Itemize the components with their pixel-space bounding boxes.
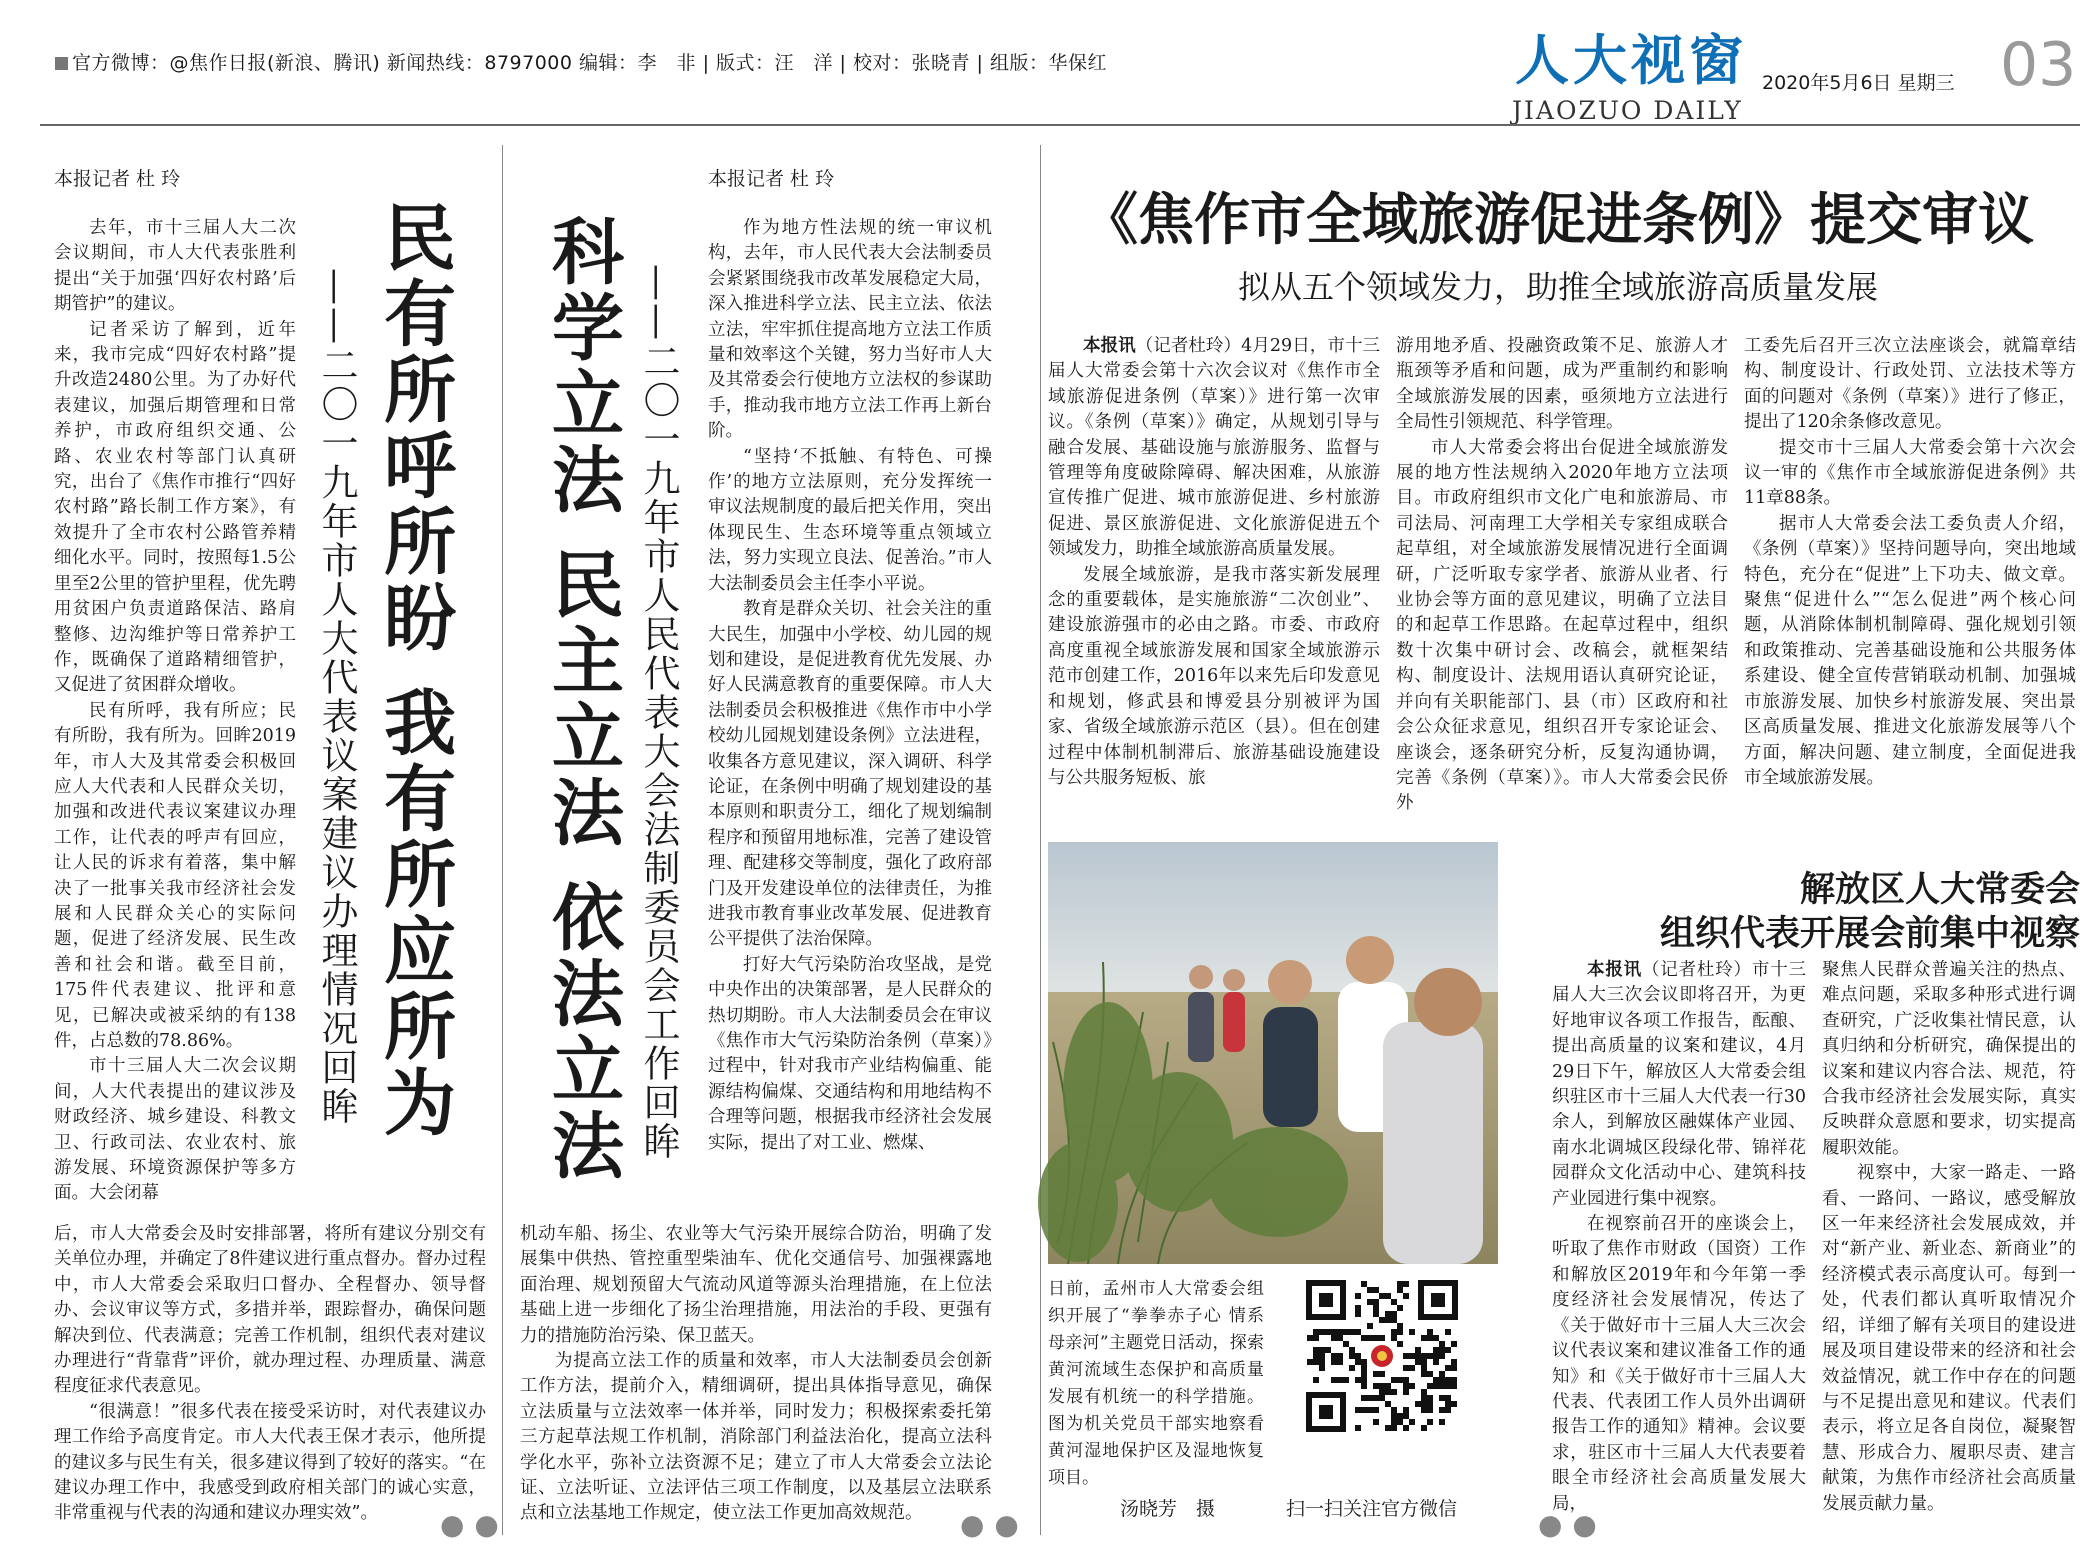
article1-subtitle: ——二〇一九年市人大代表议案建议办理情况回眸 bbox=[315, 268, 358, 1126]
paragraph: 后，市人大常委会及时安排部署，将所有建议分别交有关单位办理，并确定了8件建议进行重点督办。督办过程中，市人大常委会采取归口督办、全程督办、领导督办、会议审议等方式，多措并举，跟踪督办，确保问题解决到位、代表满意；完善工作机制，组织代表对建议办理进行“背靠背”评价，就办理过程、办理质量、满意程度征求代表意见。 bbox=[54, 1224, 486, 1397]
article2-bottom-column bbox=[520, 1222, 992, 1524]
article2-title: 科学立法 民主立法 依法立法 bbox=[540, 214, 625, 1185]
wechat-qr-code[interactable] bbox=[1302, 1276, 1462, 1436]
square-bullet-icon bbox=[55, 57, 68, 70]
qr-code-icon bbox=[1302, 1276, 1462, 1436]
article4-title-line1: 解放区人大常委会 bbox=[1799, 870, 2080, 910]
paragraph: 工委先后召开三次立法座谈会，就篇章结构、制度设计、行政处罚、立法技术等方面的问题对《条例（草案）》进行了修正，提出了120余条修改意见。 bbox=[1744, 336, 2076, 433]
end-dots: ●● bbox=[440, 1508, 509, 1541]
article1-bottom-column bbox=[54, 1222, 486, 1524]
paragraph: 为提高立法工作的质量和效率，市人大法制委员会创新工作方法，提前介入，精细调研，提出具体指导意见，确保立法质量与立法效率一体并举，同时发力；积极探索委托第三方起草法规工作机制，消除部门利益法治化，提高立法科学化水平，弥补立法资源不足；建立了市人大常委会立法论证、立法听证、立法评估三项工作制度，以及基层立法联系点和立法基地工作规定，使立法工作更加高效规范。 bbox=[520, 1351, 992, 1524]
news-photo bbox=[1048, 842, 1498, 1264]
paragraph: 视察中，大家一路走、一路看、一路问、一路议，感受解放区一年来经济社会发展成效，并对“新产业、新业态、新商业”的经济模式表示高度认可。每到一处，代表们都认真听取情况介绍，详细了解有关项目的建设进展及项目建设带来的经济和社会效益情况，就工作中存在的问题与不足提出意见和建议。代表们表示，将立足各自岗位，凝聚智慧、形成合力、履职尽责、建言献策，为焦作市经济社会高质量发展贡献力量。 bbox=[1822, 1163, 2076, 1514]
paragraph: 聚焦人民群众普遍关注的热点、难点问题，采取多种形式进行调查研究，广泛收集社情民意，认真归纳和分析研究，确保提出的议案和建议内容合法、规范，符合我市经济社会发展实际，真实反映群众意愿和要求，切实提高履职效能。 bbox=[1822, 960, 2076, 1158]
article3-title: 《焦作市全域旅游促进条例》提交审议 bbox=[1082, 187, 2034, 253]
article3-column-1 bbox=[1048, 334, 1380, 794]
article4-title-line2: 组织代表开展会前集中视察 bbox=[1659, 914, 2080, 954]
paper-name: JIAOZUO DAILY bbox=[1512, 96, 1743, 125]
paragraph: 去年，市十三届人大二次会议期间，市人大代表张胜利提出“关于加强‘四好农村路’后期管护”的建议。 bbox=[54, 218, 296, 315]
article3-subtitle: 拟从五个领域发力，助推全域旅游高质量发展 bbox=[1237, 268, 1878, 306]
paragraph: “坚持‘不抵触、有特色、可操作’的地方立法原则，充分发挥统一审议法规制度的最后把关作用，突出体现民生、生态环境等重点领域立法，努力实现立良法、促善治。”市人大法制委员会主任李小平说。 bbox=[708, 446, 992, 594]
qr-caption: 扫一扫关注官方微信 bbox=[1286, 1498, 1458, 1520]
paragraph: 发展全域旅游，是我市落实新发展理念的重要载体，是实施旅游“二次创业”、建设旅游强市的必由之路。市委、市政府高度重视全域旅游发展和国家全域旅游示范市创建工作，2016年以来先后印发意见和规划，修武县和博爱县分别被评为国家、省级全域旅游示范区（县）。但在创建过程中体制机制滞后、旅游基础设施建设与公共服务短板、旅 bbox=[1048, 564, 1380, 788]
column-rule bbox=[502, 145, 503, 1535]
lead-text: （记者杜玲）4月29日，市十三届人大常委会第十六次会议对《焦作市全域旅游促进条例（草案）》进行第一次审议。《条例（草案）》确定，从规划引导与融合发展、基础设施与旅游服务、监督与管理等角度破除障碍、解决困难，从旅游宣传推广促进、城市旅游促进、乡村旅游促进、景区旅游促进、文化旅游促进五个领域发力，助推全域旅游高质量发展。 bbox=[1048, 336, 1381, 560]
paragraph bbox=[1048, 334, 1380, 563]
article3-column-2 bbox=[1396, 334, 1728, 814]
article1-title: 民有所呼所盼 我有所应所为 bbox=[372, 200, 457, 1142]
end-dots: ●● bbox=[1538, 1508, 1607, 1541]
paragraph: 在视察前召开的座谈会上，听取了焦作市财政（国资）工作和解放区2019年和今年第一季度经济社会发展情况，传达了《关于做好市十三届人大三次会议代表议案和建议准备工作的通知》和《关于做好市十三届人大代表、代表团工作人员外出调研报告工作的通知》精神。会议要求，驻区市十三届人大代表要着眼全市经济社会高质量发展大局， bbox=[1552, 1214, 1806, 1514]
paragraph: 市人大常委会将出台促进全域旅游发展的地方性法规纳入2020年地方立法项目。市政府组织市文化广电和旅游局、市司法局、河南理工大学相关专家组成联合起草组，对全域旅游发展情况进行全面调研，广泛听取专家学者、旅游从业者、行业协会等方面的意见建议，明确了立法目的和起草工作思路。在起草过程中，组织数十次集中研讨会、改稿会，就框架结构、制度设计、法规用语认真研究论证，并向有关职能部门、县（市）区政府和社会公众征求意见，组织召开专家论证会、座谈会，逐条研究分析，反复沟通协调，完善《条例（草案）》。市人大常委会民侨外 bbox=[1396, 437, 1728, 814]
paragraph: 机动车船、扬尘、农业等大气污染开展综合防治，明确了发展集中供热、管控重型柴油车、优化交通信号、加强裸露地面治理、规划预留大气流动风道等源头治理措施，在上位法基础上进一步细化了扬尘治理措施，用法治的手段、更强有力的措施防治污染、保卫蓝天。 bbox=[520, 1224, 992, 1346]
column-rule bbox=[1040, 145, 1041, 1535]
paragraph: 民有所呼，我有所应；民有所盼，我有所为。回眸2019年，市人大及其常委会积极回应人大代表和人民群众关切，加强和改进代表议案建议办理工作，让代表的呼声有回应，让人民的诉求有着落，集中解决了一批事关我市经济社会发展和人民群众关心的实际问题，促进了经济发展、民生改善和社会和谐。截至目前，175件代表建议、批评和意见，已解决或被采纳的有138件，占总数的78.86%。 bbox=[54, 700, 296, 1051]
paragraph: 教育是群众关切、社会关注的重大民生，加强中小学校、幼儿园的规划和建设，是促进教育优先发展、办好人民满意教育的重要保障。市人大法制委员会积极推进《焦作市中小学校幼儿园规划建设条例》立法进程，收集各方意见建议，深入调研、科学论证，在条例中明确了规划建设的基本原则和职责分工，细化了规划编制程序和预留用地标准，完善了建设管理、配建移交等制度，强化了政府部门及开发建设单位的法律责任，为推进我市教育事业改革发展、促进教育公平提供了法治保障。 bbox=[708, 599, 992, 950]
news-photo-image bbox=[1048, 842, 1498, 1264]
photo-credit: 汤晓芳 摄 bbox=[1120, 1498, 1216, 1520]
issue-date: 2020年5月6日 星期三 bbox=[1762, 72, 1955, 94]
article2-column-1 bbox=[708, 216, 992, 1196]
end-dots: ●● bbox=[960, 1508, 1029, 1541]
article2-subtitle: ——二〇一九年市人民代表大会法制委员会工作回眸 bbox=[637, 264, 680, 1161]
article4-column-2 bbox=[1822, 958, 2076, 1514]
article1-column-1 bbox=[54, 216, 296, 1204]
masthead-info-text: 官方微博：@焦作日报(新浪、腾讯) 新闻热线：8797000 编辑：李 非 | 版式：汪 洋 | 校对：张晓青 | 组版：华保红 bbox=[72, 52, 1107, 74]
paragraph bbox=[1552, 958, 1806, 1212]
section-title: 人大视窗 bbox=[1515, 28, 1747, 92]
masthead-info bbox=[55, 48, 1107, 75]
paragraph: 提交市十三届人大常委会第十六次会议一审的《焦作市全域旅游促进条例》共11章88条。 bbox=[1744, 437, 2076, 509]
article2-byline: 本报记者 杜 玲 bbox=[708, 168, 835, 190]
paragraph: 记者采访了解到，近年来，我市完成“四好农村路”提升改造2480公里。为了办好代表建议，加强后期管理和日常养护，市政府组织交通、公路、农业农村等部门认真研究，出台了《焦作市推行“四好农村路”路长制工作方案》，有效提升了全市农村公路管养精细化水平。同时，按照每1.5公里至2公里的管护里程，优先聘用贫困户负责道路保洁、路肩整修、边沟维护等日常养护工作，既确保了道路精细管护，又促进了贫困群众增收。 bbox=[54, 319, 296, 696]
lead-text: （记者杜玲）市十三届人大三次会议即将召开，为更好地审议各项工作报告，酝酿、提出高质量的议案和建议，4月29日下午，解放区人大常委会组织驻区市十三届人大代表一行30余人，到解放区融媒体产业园、南水北调城区段绿化带、锦祥花园群众文化活动中心、建筑科技产业园进行集中视察。 bbox=[1552, 960, 1807, 1209]
paragraph: 市十三届人大二次会议期间，人大代表提出的建议涉及财政经济、城乡建设、科教文卫、行政司法、农业农村、旅游发展、环境资源保护等多方面。大会闭幕 bbox=[54, 1056, 296, 1204]
paragraph: 作为地方性法规的统一审议机构，去年，市人民代表大会法制委员会紧紧围绕我市改革发展稳定大局，深入推进科学立法、民主立法、依法立法，牢牢抓住提高地方立法工作质量和效率这个关键，努力当好市人大及其常委会行使地方立法权的参谋助手，推动我市地方立法工作再上新台阶。 bbox=[708, 218, 992, 442]
lead-tag: 本报讯 bbox=[1083, 336, 1136, 356]
article3-column-3 bbox=[1744, 334, 2076, 794]
paragraph: 打好大气污染防治攻坚战，是党中央作出的决策部署，是人民群众的热切期盼。市人大法制委员会在审议《焦作市大气污染防治条例（草案）》过程中，针对我市产业结构偏重、能源结构偏煤、交通结构和用地结构不合理等问题，根据我市经济社会发展实际，提出了对工业、燃煤、 bbox=[708, 954, 992, 1153]
paragraph: “很满意！”很多代表在接受采访时，对代表建议办理工作给予高度肯定。市人大代表王保才表示，他所提的建议多与民生有关，很多建议得到了较好的落实。“在建议办理工作中，我感受到政府相关部门的诚心实意，非常重视与代表的沟通和建议办理实效”。 bbox=[54, 1401, 486, 1524]
article1-byline: 本报记者 杜 玲 bbox=[54, 168, 181, 190]
paragraph: 据市人大常委会法工委负责人介绍，《条例（草案）》坚持问题导向，突出地域特色，充分在“促进”上下功夫、做文章。聚焦“促进什么”“怎么促进”两个核心问题，从消除体制机制障碍、强化规划引领和政策推动、完善基础设施和公共服务体系建设、健全宣传营销联动机制、加强城市旅游发展、加快乡村旅游发展、突出景区高质量发展、推进文化旅游发展等八个方面，解决问题、建立制度，全面促进我市全域旅游发展。 bbox=[1744, 513, 2076, 788]
paragraph: 游用地矛盾、投融资政策不足、旅游人才瓶颈等矛盾和问题，成为严重制约和影响全域旅游发展的因素，亟须地方立法进行全局性引领规范、科学管理。 bbox=[1396, 336, 1728, 433]
header-rule bbox=[40, 124, 2080, 126]
page-number: 03 bbox=[2000, 30, 2077, 100]
article4-column-1 bbox=[1552, 958, 1807, 1514]
lead-tag: 本报讯 bbox=[1587, 960, 1642, 980]
photo-caption: 日前，孟州市人大常委会组织开展了“拳拳赤子心 情系母亲河”主题党日活动，探索黄河流域生态保护和高质量发展有机统一的科学措施。图为机关党员干部实地察看黄河湿地保护区及湿地恢复项目。 bbox=[1048, 1279, 1264, 1488]
